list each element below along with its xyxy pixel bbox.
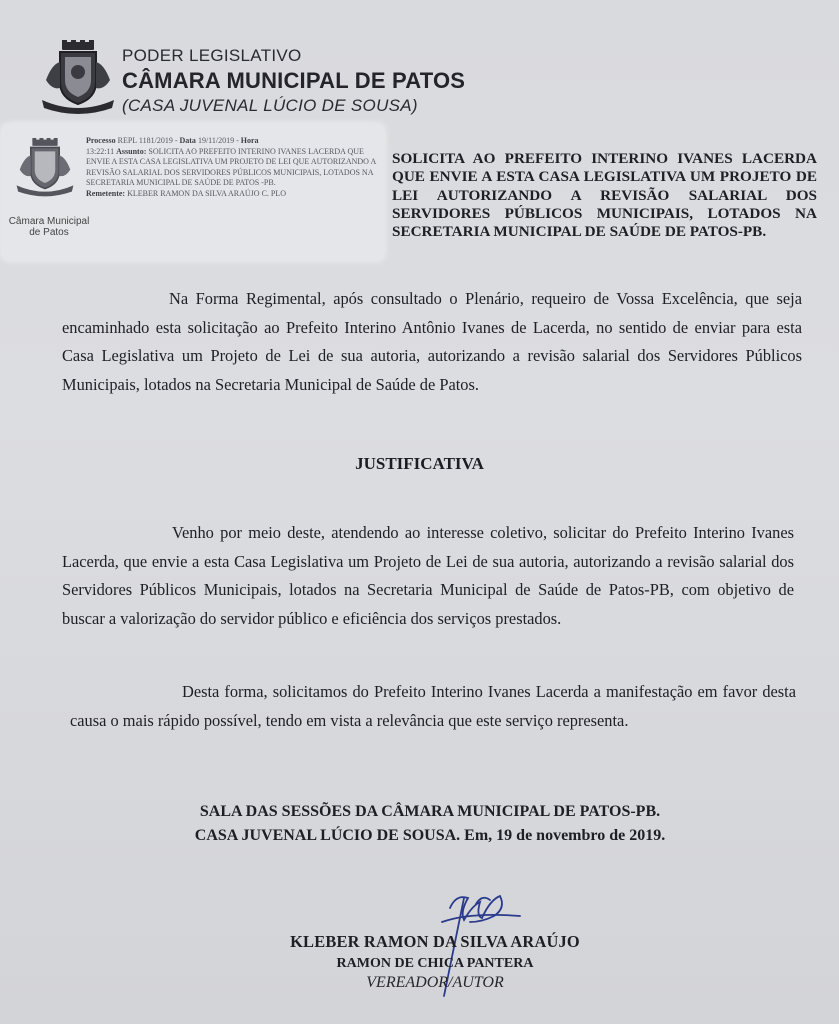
stamp-subject-line: 13:22:11 Assunto: SOLICITA AO PREFEITO INTERINO IVANES LACERDA QUE ENVIE A ESTA CASA LEGISLATIVA UM PROJETO DE LEI QUE AUTORIZANDO A REVISÃO SALARIAL DOS SERVIDORES PÚBLICOS MUNICIPAIS, LOTADOS NA SECRETARIA MUNICIPAL DE SAÚDE DE PATOS -PB. xyxy=(86,146,376,188)
closing-line-1: SALA DAS SESSÕES DA CÂMARA MUNICIPAL DE PATOS-PB. xyxy=(199,803,661,820)
justification-heading: JUSTIFICATIVA xyxy=(355,454,484,473)
signer-role: VEREADOR/AUTOR xyxy=(366,974,504,991)
signer-name: KLEBER RAMON DA SILVA ARAÚJO xyxy=(290,932,580,951)
header-house-name: (CASA JUVENAL LÚCIO DE SOUSA) xyxy=(122,96,418,115)
justification-paragraph-2: Desta forma, solicitamos do Prefeito Interino Ivanes Lacerda a manifestação em favor desta causa o mais rápido possível, tendo em vista a relevância que este serviço representa. xyxy=(70,682,796,730)
signature-block xyxy=(250,932,620,992)
request-paragraph: Na Forma Regimental, após consultado o Plenário, requeiro de Vossa Excelência, que seja encaminhado esta solicitação ao Prefeito Interino Antônio Ivanes de Lacerda, no sentido de enviar para esta Casa Legislativa um Projeto de Lei de sua autoria, autorizando a revisão salarial dos Servidores Públicos Municipais, lotados na Secretaria Municipal de Saúde de Patos. xyxy=(62,289,802,394)
header-institution: PODER LEGISLATIVO xyxy=(122,46,302,65)
signer-alias: RAMON DE CHICA PANTERA xyxy=(336,956,534,971)
stamp-sender-line: Remetente: KLEBER RAMON DA SILVA ARAÚJO C. PLO xyxy=(86,188,287,198)
justification-paragraph-1: Venho por meio deste, atendendo ao interesse coletivo, solicitar do Prefeito Interino Ivanes Lacerda, que envie a esta Casa Legislativa um Projeto de Lei de sua autoria, autorizando a revisão salarial dos Servidores Públicos Municipais, lotados na Secretaria Municipal de Saúde de Patos-PB, com objetivo de buscar a valorização do servidor público e eficiência dos serviços prestados. xyxy=(62,523,794,628)
stamp-process-line: Processo REPL 1181/2019 - Data 19/11/2019 - Hora xyxy=(86,136,259,145)
header-chamber-name: CÂMARA MUNICIPAL DE PATOS xyxy=(122,68,466,93)
stamp-city-label: Câmara Municipal de Patos xyxy=(8,216,90,238)
protocol-stamp xyxy=(2,124,384,260)
closing-block xyxy=(150,800,710,848)
closing-line-2: CASA JUVENAL LÚCIO DE SOUSA. Em, 19 de novembro de 2019. xyxy=(194,827,666,844)
municipal-crest-icon xyxy=(38,40,118,116)
stamp-crest-icon xyxy=(10,138,80,198)
request-subject: SOLICITA AO PREFEITO INTERINO IVANES LACERDA QUE ENVIE A ESTA CASA LEGISLATIVA UM PROJETO DE LEI AUTORIZANDO A REVISÃO SALARIAL DOS SERVIDORES PÚBLICOS MUNICIPAIS, LOTADOS NA SECRETARIA MUNICIPAL DE SAÚDE DE PATOS-PB. xyxy=(392,150,817,241)
